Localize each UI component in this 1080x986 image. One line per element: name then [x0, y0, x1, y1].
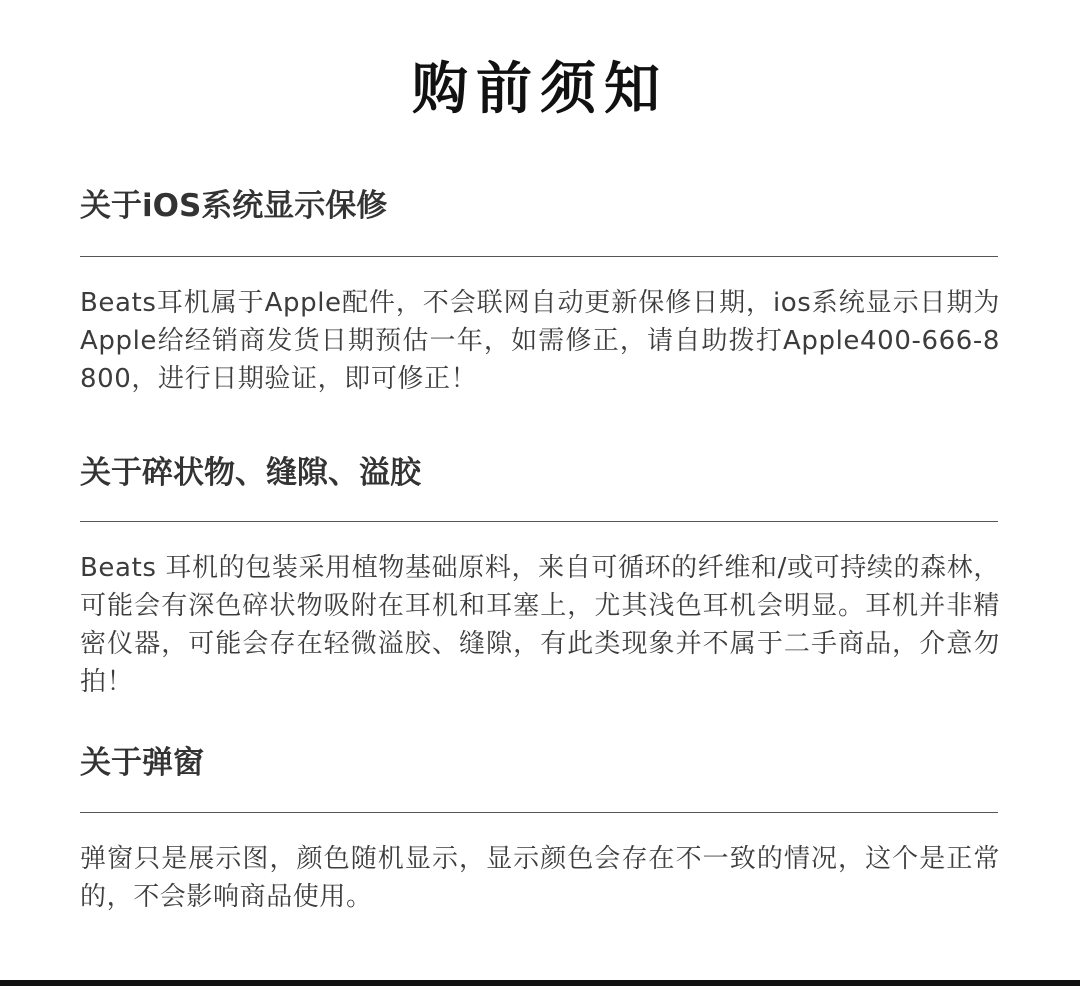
section-ios-warranty — [80, 184, 1000, 394]
section-divider — [80, 521, 998, 522]
section-body: 弹窗只是展示图，颜色随机显示，显示颜色会存在不一致的情况，这个是正常的，不会影响商品使用。 — [80, 844, 1000, 912]
section-heading: 关于弹窗 — [80, 745, 204, 781]
section-heading: 关于碎状物、缝隙、溢胶 — [80, 455, 421, 491]
section-divider — [80, 812, 998, 813]
section-popup — [80, 741, 1000, 912]
section-heading: 关于iOS系统显示保修 — [80, 188, 388, 224]
section-divider — [80, 256, 998, 257]
section-debris-gaps-glue — [80, 451, 1000, 697]
bottom-bar — [0, 980, 1080, 986]
page-title: 购前须知 — [412, 57, 668, 122]
section-body: Beats 耳机的包装采用植物基础原料，来自可循环的纤维和/或可持续的森林，可能会有深色碎状物吸附在耳机和耳塞上，尤其浅色耳机会明显。耳机并非精密仪器，可能会存在轻微溢胶、缝隙，有此类现象并不属于二手商品，介意勿拍！ — [80, 553, 1000, 697]
section-body: Beats耳机属于Apple配件，不会联网自动更新保修日期，ios系统显示日期为Apple给经销商发货日期预估一年，如需修正，请自助拨打Apple400-666-8800，进行日期验证，即可修正！ — [80, 288, 1000, 394]
